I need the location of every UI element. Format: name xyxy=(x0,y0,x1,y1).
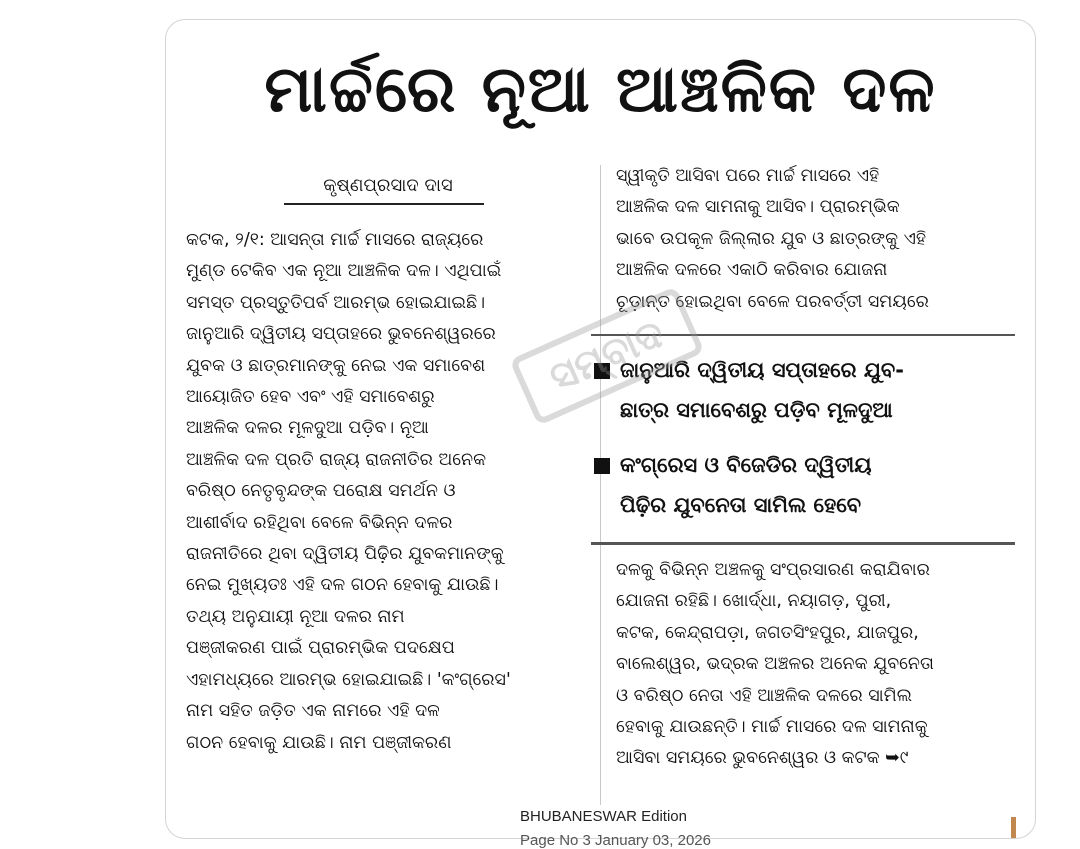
article-line: ଆସିବା ସମୟରେ ଭୁବନେଶ୍ୱର ଓ କଟକ ➥୯ xyxy=(616,748,909,769)
edition-label: BHUBANESWAR Edition xyxy=(520,808,687,825)
quote-bottom-rule xyxy=(591,542,1015,545)
article-line: ନେଇ ମୁଖ୍ୟତଃ ଏହି ଦଳ ଗଠନ ହେବାକୁ ଯାଉଛି। xyxy=(186,575,499,596)
article-line: ଓ ବରିଷ୍ଠ ନେତା ଏହି ଆଞ୍ଚଳିକ ଦଳରେ ସାମିଲ xyxy=(616,685,912,706)
article-line: ବରିଷ୍ଠ ନେତୃବୃନ୍ଦଙ୍କ ପରୋକ୍ଷ ସମର୍ଥନ ଓ xyxy=(186,481,456,502)
article-line: ଯୁବକ ଓ ଛାତ୍ରମାନଙ୍କୁ ନେଇ ଏକ ସମାବେଶ xyxy=(186,355,486,376)
watermark: ସମ୍ବାଦ xyxy=(509,286,705,426)
article-line: ସ୍ୱୀକୃତି ଆସିବା ପରେ ମାର୍ଚ୍ଚ ମାସରେ ଏହି xyxy=(616,166,880,186)
article-line: କଟକ, ୨/୧: ଆସନ୍ତା ମାର୍ଚ୍ଚ ମାସରେ ରାଜ୍ୟରେ xyxy=(186,230,484,250)
article-line: ଆଶୀର୍ବାଦ ରହିଥିବା ବେଳେ ବିଭିନ୍ନ ଦଳର xyxy=(186,512,453,533)
article-line: ଗଠନ ହେବାକୁ ଯାଉଛି। ନାମ ପଞ୍ଜୀକରଣ xyxy=(186,732,452,753)
article-line: ସମସ୍ତ ପ୍ରସ୍ତୁତିପର୍ବ ଆରମ୍ଭ ହୋଇଯାଇଛି। xyxy=(186,292,486,313)
article-line: ଜାନୁଆରି ଦ୍ୱିତୀୟ ସପ୍ତାହରେ ଭୁବନେଶ୍ୱରରେ xyxy=(186,324,496,345)
headline: ମାର୍ଚ୍ଚରେ ନୂଆ ଆଞ୍ଚଳିକ ଦଳ xyxy=(264,53,937,127)
article-line: ଆଞ୍ଚଳିକ ଦଳ ସାମନାକୁ ଆସିବ। ପ୍ରାରମ୍ଭିକ xyxy=(616,197,900,218)
article-line: ନାମ ସହିତ ଜଡ଼ିତ ଏକ ନାମରେ ଏହି ଦଳ xyxy=(186,701,440,722)
article-line: ଦଳକୁ ବିଭିନ୍ନ ଅଞ୍ଚଳକୁ ସଂପ୍ରସାରଣ କରାଯିବାର xyxy=(616,560,930,580)
article-line: ତଥ୍ୟ ଅନୁଯାୟୀ ନୂଆ ଦଳର ନାମ xyxy=(186,606,405,627)
page-marker xyxy=(1011,817,1016,839)
byline: କୃଷ୍ଣପ୍ରସାଦ ଦାସ xyxy=(323,175,453,196)
article-line: ଆଞ୍ଚଳିକ ଦଳର ମୂଳଦୁଆ ପଡ଼ିବ। ନୂଆ xyxy=(186,418,429,439)
article-line: ହେବାକୁ ଯାଉଛନ୍ତି। ମାର୍ଚ୍ଚ ମାସରେ ଦଳ ସାମନାକୁ xyxy=(616,717,928,738)
article-line: ଚୂଡ଼ାନ୍ତ ହୋଇଥିବା ବେଳେ ପରବର୍ତ୍ତୀ ସମୟରେ xyxy=(616,291,929,312)
page-info: Page No 3 January 03, 2026 xyxy=(520,832,711,849)
byline-underline xyxy=(284,203,484,205)
right-column-bottom xyxy=(616,555,1016,775)
article-line: ମୁଣ୍ଡ ଟେକିବ ଏକ ନୂଆ ଆଞ୍ଚଳିକ ଦଳ। ଏଥିପାଇଁ xyxy=(186,261,502,282)
article-line: କଟକ, କେନ୍ଦ୍ରାପଡ଼ା, ଜଗତସିଂହପୁର, ଯାଜପୁର, xyxy=(616,622,919,643)
pull-quote-1: ଜାନୁଆରି ଦ୍ୱିତୀୟ ସପ୍ତାହରେ ଯୁବ- ଛାତ୍ର ସମାବେଶରୁ ପଡ଼ିବ ମୂଳଦୁଆ xyxy=(594,350,904,430)
article-line: ଆଞ୍ଚଳିକ ଦଳ ପ୍ରତି ରାଜ୍ୟ ରାଜନୀତିର ଅନେକ xyxy=(186,449,487,470)
article-line: ଆୟୋଜିତ ହେବ ଏବଂ ଏହି ସମାବେଶରୁ xyxy=(186,387,435,408)
article-line: ରାଜନୀତିରେ ଥିବା ଦ୍ୱିତୀୟ ପିଢ଼ିର ଯୁବକମାନଙ୍କୁ xyxy=(186,544,504,565)
article-line: ବାଲେଶ୍ୱର, ଭଦ୍ରକ ଅଞ୍ଚଳର ଅନେକ ଯୁବନେତା xyxy=(616,654,934,675)
article-line: ପଞ୍ଜୀକରଣ ପାଇଁ ପ୍ରାରମ୍ଭିକ ପଦକ୍ଷେପ xyxy=(186,638,455,659)
article-line: ଯୋଜନା ରହିଛି। ଖୋର୍ଦ୍ଧା, ନୟାଗଡ଼, ପୁରୀ, xyxy=(616,591,892,612)
article-line: ଆଞ୍ଚଳିକ ଦଳରେ ଏକାଠି କରିବାର ଯୋଜନା xyxy=(616,260,888,281)
bullet-square-icon xyxy=(594,458,610,474)
article-line: ଭାବେ ଉପକୂଳ ଜିଲ୍ଲାର ଯୁବ ଓ ଛାତ୍ରଙ୍କୁ ଏହି xyxy=(616,228,927,249)
article-line: ଏହାମଧ୍ୟରେ ଆରମ୍ଭ ହୋଇଯାଇଛି। 'କଂଗ୍ରେସ' xyxy=(186,669,511,690)
pull-quote-2: କଂଗ୍ରେସ ଓ ବିଜେଡିର ଦ୍ୱିତୀୟ ପିଢ଼ିର ଯୁବନେତା ସାମିଲ ହେବେ xyxy=(594,445,872,525)
newspaper-clipping xyxy=(165,19,1036,839)
left-column xyxy=(186,225,586,759)
